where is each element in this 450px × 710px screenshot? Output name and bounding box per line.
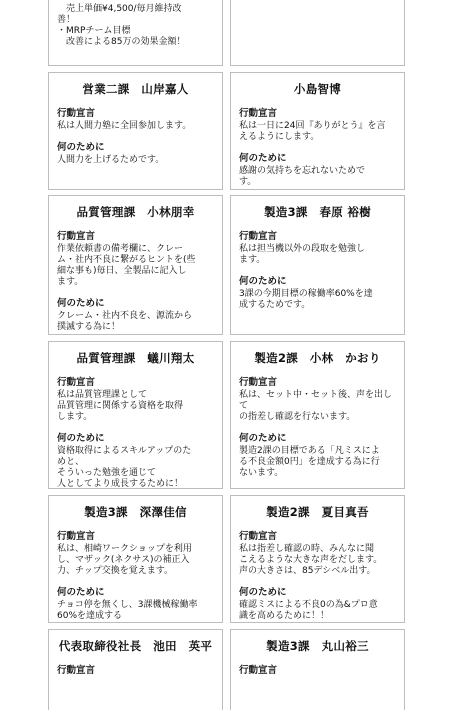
card-name: 製造3課 春原 裕樹 bbox=[263, 205, 371, 219]
declaration-label: 行動宣言 bbox=[57, 231, 96, 242]
declaration-text: 私は、セット中・セット後、声を出して の指差し確認を行ないます。 bbox=[239, 390, 393, 422]
card-top-left-text: 売上単価¥4,500/毎月維持改 善！ ・MRPチーム目標 改善による85万の効果金額！ bbox=[57, 4, 186, 47]
purpose-text: 資格取得によるスキルアップのた めと、 そういった勉強を通じて 人としてより成長するために！ bbox=[57, 446, 192, 489]
declaration-text: 私は担当機以外の段取を勉強し ます。 bbox=[239, 244, 366, 265]
declaration-text: 私は、相崎ワークショップを利用 し、マザック(ネクサス)の補正入 力、チップ交換を覚えます。 bbox=[57, 544, 192, 576]
purpose-text: チョコ停を無くし、3課機械稼働率 60%を達成する bbox=[57, 600, 198, 621]
card-top-right bbox=[230, 0, 405, 66]
purpose-text: 確認ミスによる不良0の為&プロ意 識を高めるために！！ bbox=[239, 600, 378, 621]
card-name: 品質管理課 蟻川翔太 bbox=[76, 351, 195, 365]
declaration-label: 行動宣言 bbox=[239, 531, 278, 542]
declaration-label: 行動宣言 bbox=[239, 231, 278, 242]
declaration-label: 行動宣言 bbox=[57, 377, 96, 388]
declaration-text: 作業依頼書の備考欄に、クレー ム・社内不良に繋がるヒントを(些 細な事も)毎日、全製品に記入し ます。 bbox=[57, 244, 196, 287]
purpose-label: 何のために bbox=[239, 433, 287, 444]
card-fukasawa bbox=[48, 495, 223, 623]
card-ikeda bbox=[48, 629, 223, 710]
purpose-label: 何のために bbox=[57, 587, 105, 598]
purpose-label: 何のために bbox=[57, 298, 105, 309]
declaration-label: 行動宣言 bbox=[57, 531, 96, 542]
card-name: 製造2課 小林 かおり bbox=[254, 351, 381, 365]
card-name: 製造2課 夏目真吾 bbox=[266, 505, 369, 519]
card-name: 営業二課 山岸嘉人 bbox=[82, 82, 189, 96]
declaration-text: 私は品質管理課として 品質管理に関係する資格を取得 します。 bbox=[57, 390, 184, 422]
declaration-text: 私は人間力塾に全回参加します。 bbox=[57, 121, 192, 131]
card-name: 製造3課 深澤佳信 bbox=[84, 505, 187, 519]
purpose-label: 何のために bbox=[57, 142, 105, 153]
purpose-text: クレーム・社内不良を、源流から 撲滅する為に！ bbox=[57, 311, 193, 332]
card-name: 品質管理課 小林朋幸 bbox=[76, 205, 195, 219]
purpose-text: 3課の今期目標の稼働率60%を達 成するためです。 bbox=[239, 289, 373, 310]
declaration-text: 私は指差し確認の時、みんなに聞 こえるような大きな声をだします。 声の大きさは、85デシベル出す。 bbox=[239, 544, 383, 576]
purpose-label: 何のために bbox=[239, 276, 287, 287]
declaration-label: 行動宣言 bbox=[57, 665, 96, 676]
declaration-label: 行動宣言 bbox=[239, 377, 278, 388]
card-natsume bbox=[230, 495, 405, 623]
card-yamagishi bbox=[48, 72, 223, 190]
purpose-label: 何のために bbox=[239, 153, 287, 164]
declaration-label: 行動宣言 bbox=[239, 665, 278, 676]
purpose-label: 何のために bbox=[57, 433, 105, 444]
card-name: 代表取締役社長 池田 英平 bbox=[58, 639, 213, 653]
declaration-label: 行動宣言 bbox=[239, 108, 278, 119]
purpose-text: 製造2課の目標である「凡ミスによ る不良金額0円」を達成する為に行 ないます。 bbox=[239, 446, 380, 478]
card-kobayashi-kaori bbox=[230, 341, 405, 489]
card-kobayashi-tomoyuki bbox=[48, 195, 223, 335]
card-sunohara bbox=[230, 195, 405, 335]
purpose-text: 感謝の気持ちを忘れないためで す。 bbox=[239, 166, 366, 187]
purpose-label: 何のために bbox=[239, 587, 287, 598]
card-arikawa bbox=[48, 341, 223, 489]
card-name: 小島智博 bbox=[293, 82, 342, 96]
card-name: 製造3課 丸山裕三 bbox=[266, 639, 369, 653]
purpose-text: 人間力を上げるためです。 bbox=[57, 155, 165, 165]
card-top-left bbox=[48, 0, 223, 66]
card-maruyama bbox=[230, 629, 405, 710]
card-kojima bbox=[230, 72, 405, 190]
declaration-label: 行動宣言 bbox=[57, 108, 96, 119]
declaration-text: 私は一日に24回『ありがとう』を言 えるようにします。 bbox=[239, 121, 386, 142]
